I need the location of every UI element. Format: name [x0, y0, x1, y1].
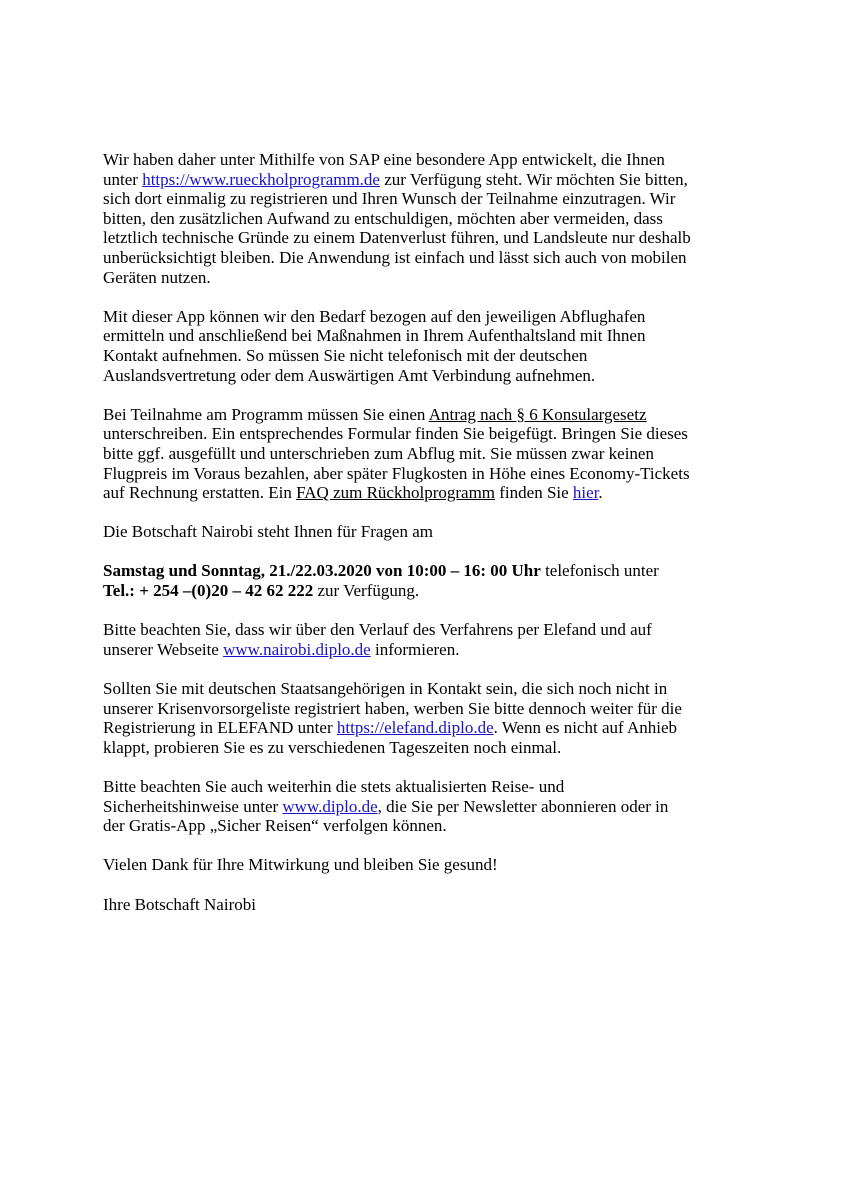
paragraph-app-intro: [103, 150, 693, 287]
paragraph-contact-intro: [103, 522, 693, 542]
paragraph-participation: [103, 405, 693, 503]
text-segment: zur Verfügung.: [313, 581, 420, 601]
phone-number-bold: Tel.: + 254 –(0)20 – 42 62 222: [103, 581, 314, 601]
paragraph-contact-hours: [103, 561, 693, 600]
text-segment: Mit dieser App können wir den Bedarf bezogen auf den jeweiligen Abflughafen ermitteln und anschließend bei Maßnahmen in Ihrem Aufenthaltsland mit Ihnen Kontakt aufnehmen. So müssen Sie nicht telefonisch mit der deutschen Auslandsvertretung oder dem Auswärtigen Amt Verbindung aufnehmen.: [103, 306, 646, 385]
signature-text: Ihre Botschaft Nairobi: [103, 894, 256, 914]
paragraph-app-purpose: [103, 307, 693, 385]
diplo-link[interactable]: www.diplo.de: [282, 796, 378, 816]
text-segment: Wir haben daher unter Mithilfe von SAP eine besondere App entwickelt, die Ihnen unter: [103, 150, 665, 189]
text-segment: Bitte beachten Sie, dass wir über den Verlauf des Verfahrens per Elefand und auf unserer Webseite: [103, 620, 652, 659]
text-segment: .: [598, 483, 603, 503]
text-segment: Die Botschaft Nairobi steht Ihnen für Fragen am: [103, 522, 433, 542]
paragraph-elefand-registration: [103, 679, 693, 757]
text-segment: . Wenn es nicht auf Anhieb klappt, probieren Sie es zu verschiedenen Tageszeiten noch einmal.: [103, 718, 678, 757]
paragraph-travel-advice: [103, 777, 693, 836]
nairobi-diplo-link[interactable]: www.nairobi.diplo.de: [223, 639, 371, 659]
rueckholprogramm-link[interactable]: https://www.rueckholprogramm.de: [142, 169, 380, 189]
hier-link[interactable]: hier: [572, 483, 599, 503]
text-segment: , die Sie per Newsletter abonnieren oder in der Gratis-App „Sicher Reisen“ verfolgen können.: [103, 796, 669, 836]
paragraph-signature: [103, 895, 693, 915]
text-segment: Vielen Dank für Ihre Mitwirkung und bleiben Sie gesund!: [103, 855, 498, 875]
text-segment: Bitte beachten Sie auch weiterhin die stets aktualisierten Reise- und Sicherheitshinweise unter: [103, 777, 565, 816]
contact-hours-bold: Samstag und Sonntag, 21./22.03.2020 von 10:00 – 16: 00 Uhr: [103, 561, 541, 581]
document-page: [103, 150, 693, 934]
elefand-link[interactable]: https://elefand.diplo.de: [336, 718, 494, 738]
text-segment: telefonisch unter: [540, 561, 659, 581]
text-segment: zur Verfügung steht. Wir möchten Sie bitten, sich dort einmalig zu registrieren und Ihren Wunsch der Teilnahme einzutragen. Wir bitten, den zusätzlichen Aufwand zu entschuldigen, möchten aber vermeiden, dass letztlich technische Gründe zu einem Datenverlust führen, und Landsleute nur deshalb unberücksichtigt bleiben. Die Anwendung ist einfach und lässt sich auch von mobilen Geräten nutzen.: [103, 169, 691, 287]
paragraph-thanks: [103, 855, 693, 875]
paragraph-updates: [103, 620, 693, 659]
text-segment: unterschreiben. Ein entsprechendes Formular finden Sie beigefügt. Bringen Sie dieses bitte ggf. ausgefüllt und unterschrieben zum Abflug mit. Sie müssen zwar keinen Flugpreis im Voraus bezahlen, aber später Flugkosten in Höhe eines Economy-Tickets auf Rechnung erstatten. Ein: [103, 424, 690, 503]
text-segment: finden Sie: [495, 483, 573, 503]
antrag-konsulargesetz-link[interactable]: Antrag nach § 6 Konsulargesetz: [428, 404, 647, 424]
faq-rueckholprogramm-link[interactable]: FAQ zum Rückholprogramm: [296, 483, 496, 503]
text-segment: Sollten Sie mit deutschen Staatsangehörigen in Kontakt sein, die sich noch nicht in unserer Krisenvorsorgeliste registriert haben, werben Sie bitte dennoch weiter für die Registrierung in ELEFAND unter: [103, 679, 682, 738]
text-segment: informieren.: [370, 639, 460, 659]
text-segment: Bei Teilnahme am Programm müssen Sie einen: [103, 404, 429, 424]
